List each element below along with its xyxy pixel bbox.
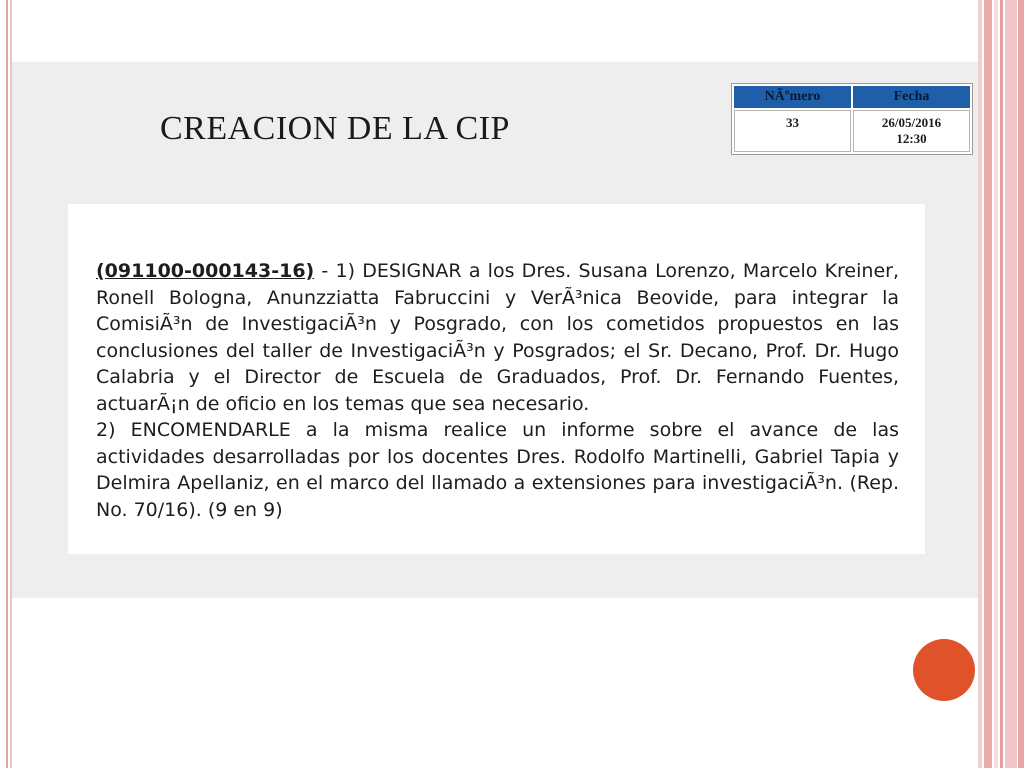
- date-value: [853, 110, 970, 152]
- number-value: 33: [734, 110, 851, 152]
- resolution-text: [96, 258, 899, 523]
- right-stripe-4: [1000, 0, 1003, 768]
- resolution-paragraph-1: - 1) DESIGNAR a los Dres. Susana Lorenzo, Marcelo Kreiner, Ronell Bologna, Anunzziatta Fabruccini y VerÃ³nica Beovide, para integrar la ComisiÃ³n de InvestigaciÃ³n y Posgrado, con los cometidos propuestos en las conclusiones del taller de InvestigaciÃ³n y Posgrados; el Sr. Decano, Prof. Dr. Hugo Calabria y el Director de Escuela de Graduados, Prof. Dr. Fernando Fuentes, actuarÃ¡n de oficio en los temas que sea necesario.: [96, 260, 899, 415]
- header-date: Fecha: [853, 86, 970, 108]
- right-stripe-1: [978, 0, 982, 768]
- info-table: [731, 83, 973, 155]
- right-stripe-2: [984, 0, 992, 768]
- resolution-code: (091100-000143-16): [96, 260, 315, 282]
- right-stripe-5: [1005, 0, 1017, 768]
- header-number: NÃºmero: [734, 86, 851, 108]
- decorative-orange-dot: [913, 639, 975, 701]
- resolution-excerpt: [68, 204, 925, 554]
- slide-title: CREACION DE LA CIP: [160, 110, 510, 147]
- resolution-paragraph-2: 2) ENCOMENDARLE a la misma realice un informe sobre el avance de las actividades desarrolladas por los docentes Dres. Rodolfo Martinelli, Gabriel Tapia y Delmira Apellaniz, en el marco del llamado a extensiones para investigaciÃ³n. (Rep. No. 70/16). (9 en 9): [96, 419, 899, 521]
- left-decorative-stripe: [6, 0, 8, 768]
- right-stripe-3: [994, 0, 998, 768]
- time-text: 12:30: [896, 131, 927, 146]
- date-text: 26/05/2016: [881, 115, 942, 130]
- right-stripe-6: [1018, 0, 1024, 768]
